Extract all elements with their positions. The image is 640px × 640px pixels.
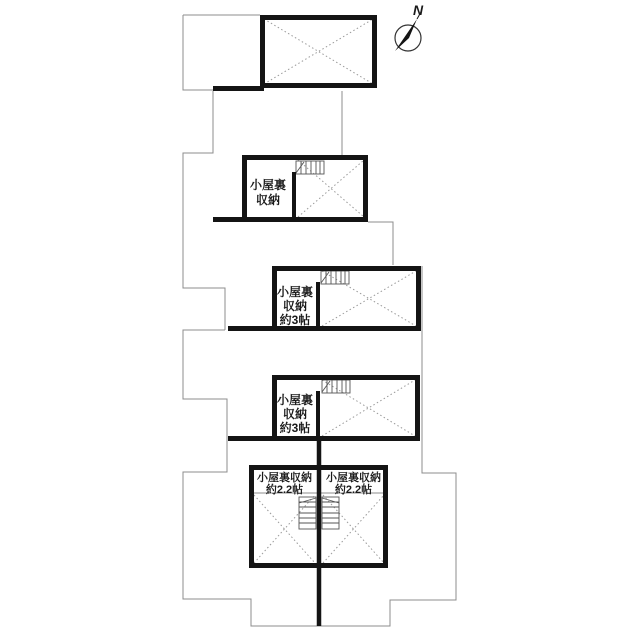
room-label-attic-4 (272, 393, 318, 435)
room-label-line: 約3帖 (279, 313, 311, 327)
compass-north-label: N (413, 2, 424, 18)
room-label-line: 小屋裏 (276, 393, 313, 407)
room-label-line: 収納 (282, 407, 307, 421)
room-label-line: 小屋裏 (276, 285, 313, 299)
room-label-line: 収納 (255, 193, 280, 207)
room-label-attic-2 (244, 178, 292, 208)
room-label-attic-3 (272, 285, 318, 327)
room-label-line: 約3帖 (279, 421, 311, 435)
room-label-attic-5-left (252, 472, 317, 496)
room-label-line: 約2.2帖 (265, 484, 304, 496)
room-label-line: 小屋裏収納 (257, 472, 312, 484)
room-label-attic-5-right (321, 472, 386, 496)
room-label-line: 約2.2帖 (334, 484, 373, 496)
room-label-line: 収納 (282, 299, 307, 313)
room-label-line: 小屋裏収納 (326, 472, 381, 484)
room-label-line: 小屋裏 (249, 178, 286, 192)
